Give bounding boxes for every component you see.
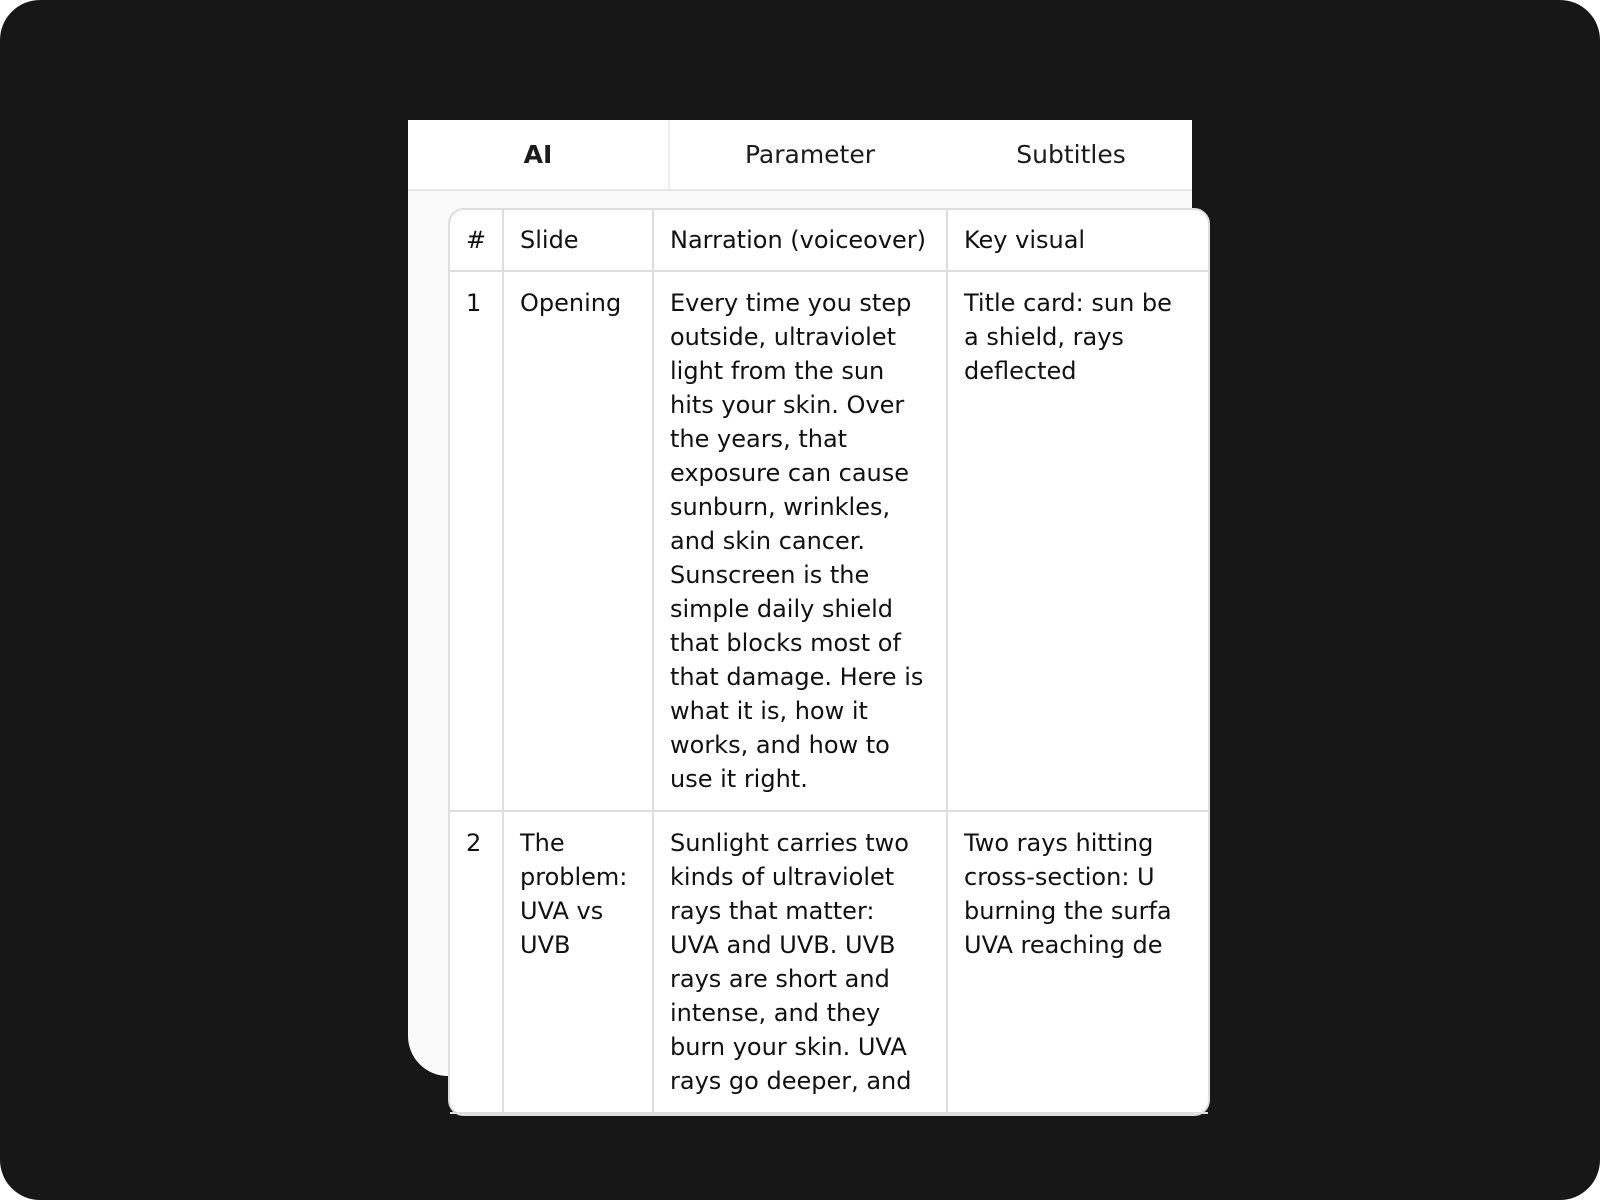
column-header-number: # <box>450 210 504 272</box>
row-number: 1 <box>450 272 504 812</box>
narration-text: Every time you step outside, ultraviolet light from the sun hits your skin. Over the years, that exposure can cause sunburn, wrinkles, and skin cancer. Sunscreen is the simple daily shield that blocks most of that damage. Here is what it is, how it works, and how to use it right. <box>654 272 948 812</box>
key-visual-cell <box>948 812 1208 1114</box>
table-header-row <box>450 210 1208 272</box>
table-row <box>450 272 1208 812</box>
key-visual-cell <box>948 272 1208 812</box>
tab-bar <box>408 120 1192 191</box>
column-header-slide: Slide <box>504 210 654 272</box>
script-table <box>448 208 1210 1116</box>
column-header-narration: Narration (voiceover) <box>654 210 948 272</box>
key-visual-text: Title card: sun be a shield, rays deflected <box>964 289 1172 385</box>
tab-ai[interactable]: AI <box>408 120 670 189</box>
key-visual-text: Two rays hitting cross-section: U burning the surfa UVA reaching de <box>964 829 1172 959</box>
tab-subtitles[interactable]: Subtitles <box>1016 140 1126 169</box>
row-number: 2 <box>450 812 504 1114</box>
column-header-key-visual: Key visual <box>948 210 1208 272</box>
ai-panel-card <box>408 120 1192 1095</box>
tab-parameter[interactable]: Parameter <box>744 140 876 169</box>
slide-name: The problem: UVA vs UVB <box>504 812 654 1114</box>
table-scroll-area[interactable] <box>448 208 1192 1095</box>
narration-text: Sunlight carries two kinds of ultraviolet rays that matter: UVA and UVB. UVB rays are short and intense, and they burn your skin. UVA rays go deeper, and <box>654 812 948 1114</box>
slide-name: Opening <box>504 272 654 812</box>
table-row <box>450 812 1208 1114</box>
